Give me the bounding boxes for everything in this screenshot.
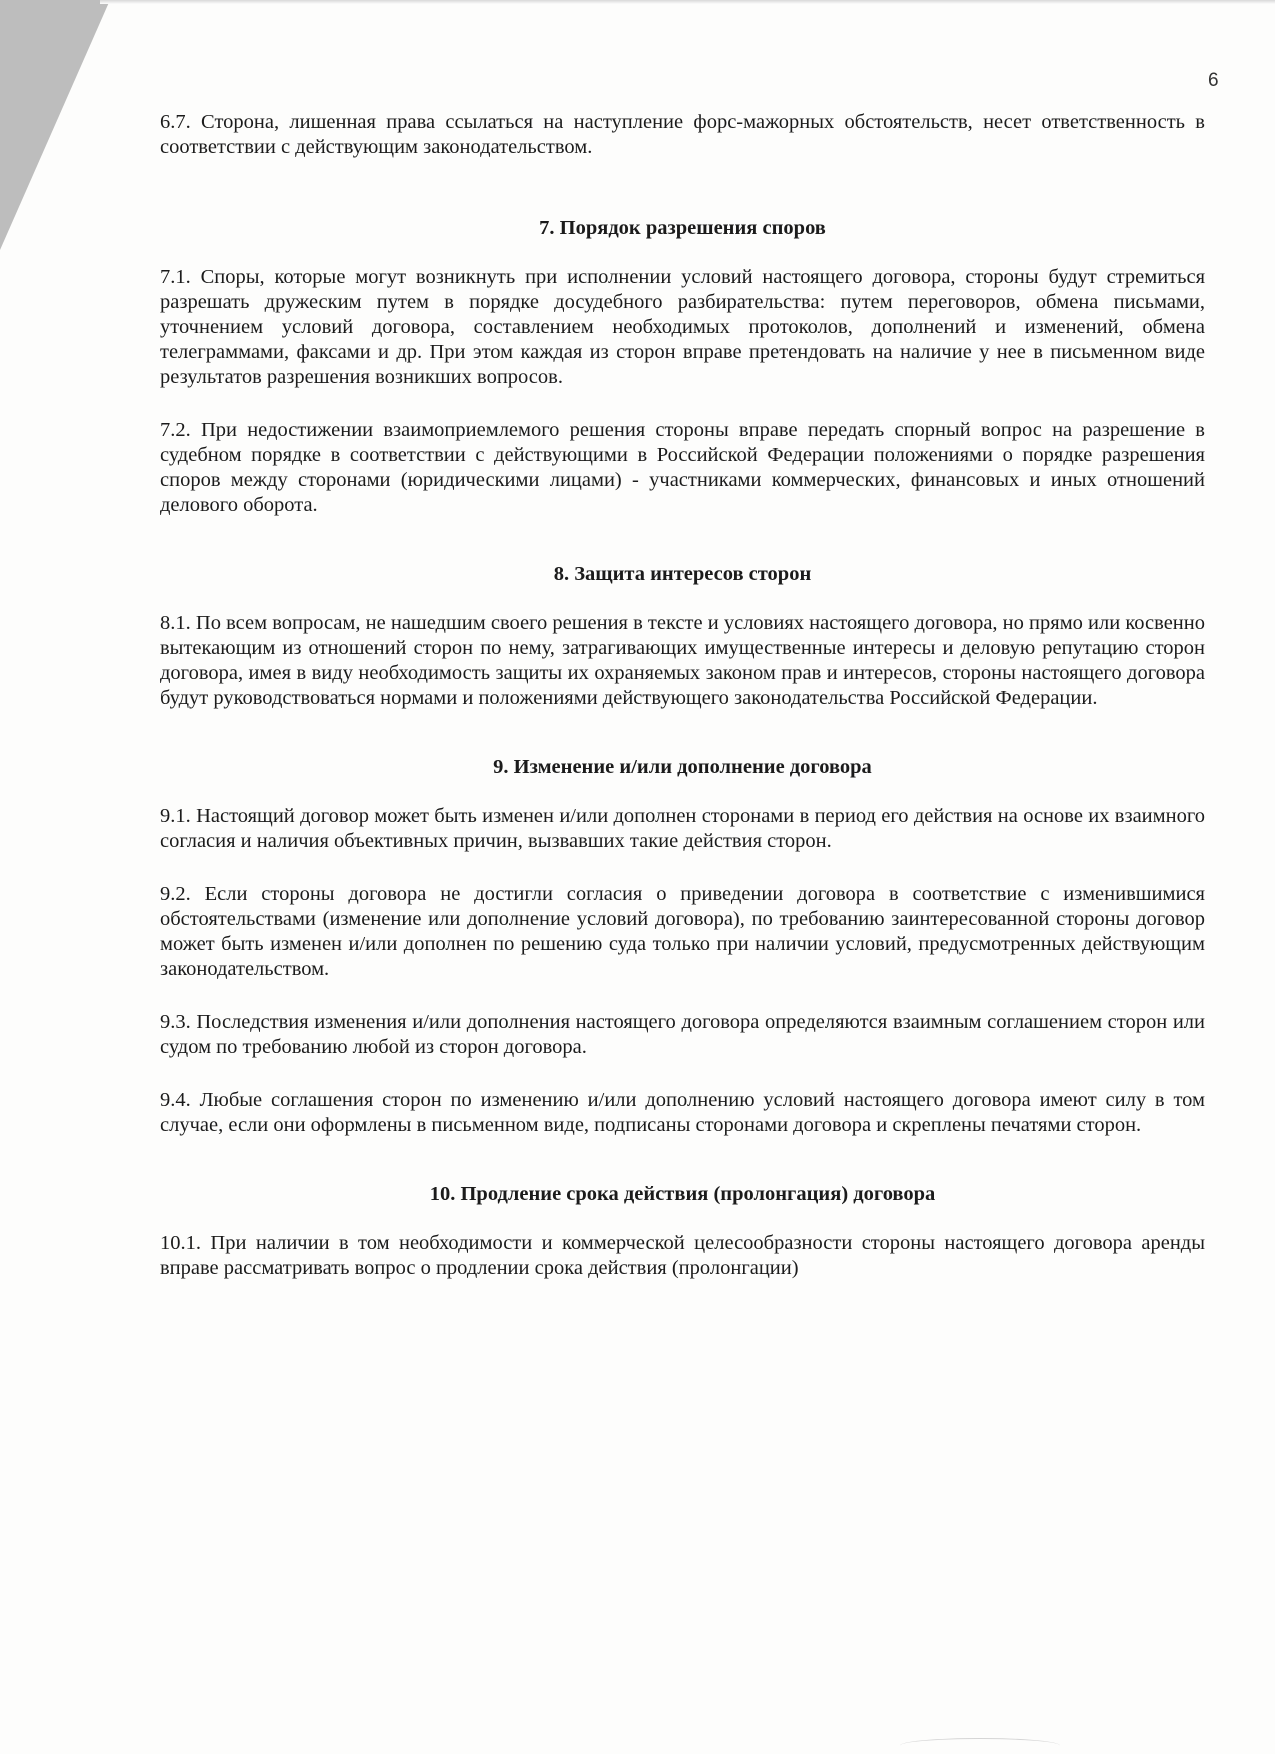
paragraph-9-1: 9.1. Настоящий договор может быть изменен и/или дополнен сторонами в период его действия на основе их взаимного согласия и наличия объективных причин, вызвавших такие действия сторон. (160, 805, 1205, 852)
paragraph-7-1: 7.1. Споры, которые могут возникнуть при исполнении условий настоящего договора, стороны будут стремиться разрешать дружеским путем в порядке досудебного разбирательства: путем переговоров, обмена письмами, уточнением условий договора, составлением необходимых протоколов, дополнений и изменений, обмена телеграммами, факсами и др. При этом каждая из сторон вправе претендовать на наличие у нее в письменном виде результатов разрешения возникших вопросов. (160, 266, 1205, 388)
scan-mark (900, 1738, 1060, 1753)
paragraph-10-1: 10.1. При наличии в том необходимости и коммерческой целесообразности стороны настоящего договора аренды вправе рассматривать вопрос о продлении срока действия (пролонгации) (160, 1232, 1205, 1279)
paragraph-8-1: 8.1. По всем вопросам, не нашедшим своего решения в тексте и условиях настоящего договора, но прямо или косвенно вытекающим из отношений сторон по нему, затрагивающих имущественные интересы и деловую репутацию сторон договора, имея в виду необходимость защиты их охраняемых законом прав и интересов, стороны настоящего договора будут руководствоваться нормами и положениями действующего законодательства Российской Федерации. (160, 612, 1205, 709)
paragraph-9-4: 9.4. Любые соглашения сторон по изменению и/или дополнению условий настоящего договора имеют силу в том случае, если они оформлены в письменном виде, подписаны сторонами договора и скреплены печатями сторон. (160, 1089, 1205, 1136)
document-body (160, 110, 1205, 1309)
page-number: 6 (1208, 70, 1219, 91)
paragraph-7-2: 7.2. При недостижении взаимоприемлемого решения стороны вправе передать спорный вопрос на разрешение в судебном порядке в соответствии с действующими в Российской Федерации положениями о порядке разрешения споров между сторонами (юридическими лицами) - участниками коммерческих, финансовых и иных отношений делового оборота. (160, 419, 1205, 516)
section-heading-7: 7. Порядок разрешения споров (539, 217, 826, 239)
scan-shadow-corner (0, 0, 110, 250)
paragraph-9-3: 9.3. Последствия изменения и/или дополнения настоящего договора определяются взаимным соглашением сторон или судом по требованию любой из сторон договора. (160, 1011, 1205, 1058)
section-heading-10: 10. Продление срока действия (пролонгация) договора (429, 1183, 936, 1205)
section-heading-8: 8. Защита интересов сторон (553, 563, 812, 585)
paragraph-6-7: 6.7. Сторона, лишенная права ссылаться на наступление форс-мажорных обстоятельств, несет ответственность в соответствии с действующим законодательством. (160, 111, 1205, 158)
scan-shadow-edge (100, 0, 1275, 4)
section-heading-9: 9. Изменение и/или дополнение договора (493, 756, 872, 778)
paragraph-9-2: 9.2. Если стороны договора не достигли согласия о приведении договора в соответствие с изменившимися обстоятельствами (изменение или дополнение условий договора), по требованию заинтересованной стороны договор может быть изменен и/или дополнен по решению суда только при наличии условий, предусмотренных действующим законодательством. (160, 883, 1205, 980)
